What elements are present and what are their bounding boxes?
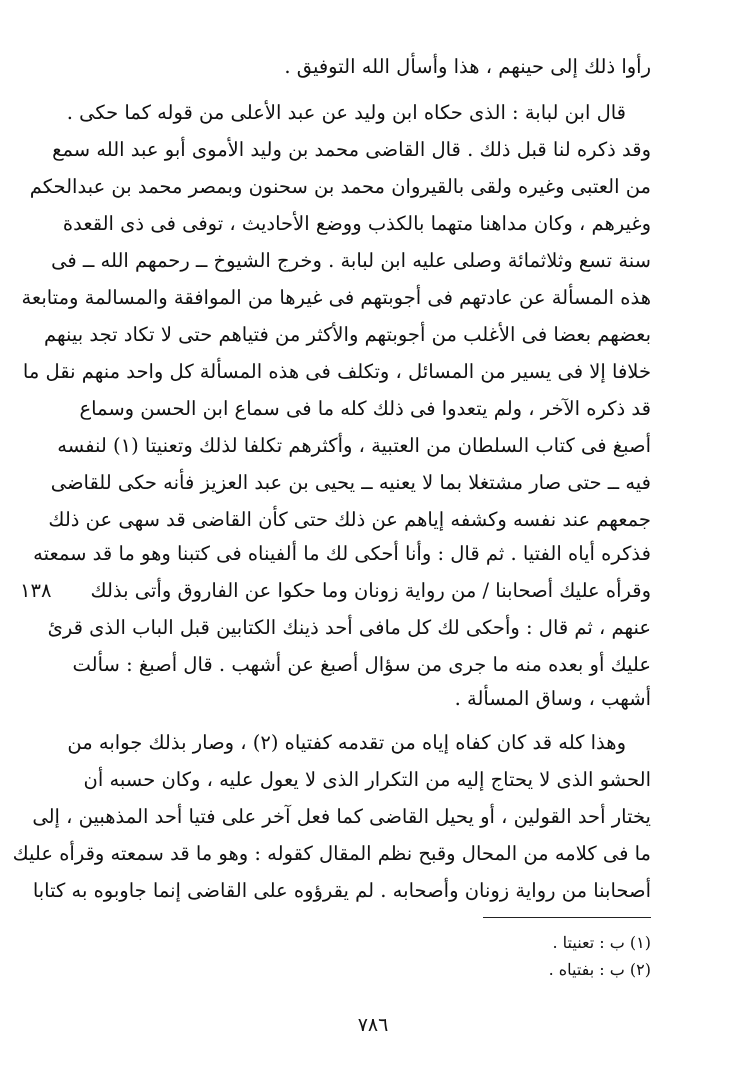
text-line: عنهم ، ثم قال : وأحكى لك كل مافى أحد ذينك الكتابين قبل الباب الذى قرئ	[47, 616, 651, 639]
text-line: عليك أو بعده منه ما جرى من سؤال أصبغ عن أشهب . قال أصبغ : سألت	[72, 653, 651, 676]
marginal-folio-number: ١٣٨	[20, 579, 52, 602]
text-line: سنة تسع وثلاثمائة وصلى عليه ابن لبابة . وخرج الشيوخ ــ رحمهم الله ــ فى	[51, 249, 651, 272]
text-line: قال ابن لبابة : الذى حكاه ابن وليد عن عبد الأعلى من قوله كما حكى .	[66, 101, 626, 124]
text-line: خلافا إلا فى يسير من المسائل ، وتكلف فى هذه المسألة كل واحد منهم نقل ما	[22, 360, 651, 383]
text-line: فيه ــ حتى صار مشتغلا بما لا يعنيه ــ يحيى بن عبد العزيز فأنه حكى للقاضى	[50, 471, 651, 494]
text-line: فذكره أياه الفتيا . ثم قال : وأنا أحكى لك ما ألفيناه فى كتبنا وهو ما قد سمعته	[33, 542, 651, 565]
text-line: وغيرهم ، وكان مداهنا متهما بالكذب ووضع الأحاديث ، توفى فى ذى القعدة	[62, 212, 651, 235]
text-line: وقد ذكره لنا قبل ذلك . قال القاضى محمد بن وليد الأموى أبو عبد الله سمع	[52, 138, 651, 161]
text-line: أشهب ، وساق المسألة .	[454, 687, 651, 710]
text-line: من العتبى وغيره ولقى بالقيروان محمد بن سحنون وبمصر محمد بن عبدالحكم	[29, 175, 651, 198]
text-line: بعضهم بعضا فى الأغلب من أجوبتهم والأكثر من فتياهم حتى لا تكاد تجد بينهم	[43, 323, 651, 346]
text-line: أصحابنا من رواية زونان وأصحابه . لم يقرؤوه على القاضى إنما جاوبوه به كتابا	[32, 879, 651, 902]
text-line: وهذا كله قد كان كفاه إياه من تقدمه كفتياه (٢) ، وصار بذلك جوابه من	[67, 731, 626, 754]
footnote: (١) ب : تعنيتا .	[552, 933, 651, 952]
text-line: وقرأه عليك أصحابنا / من رواية زونان وما حكوا عن الفاروق وأتى بذلك	[90, 579, 651, 602]
text-line: الحشو الذى لا يحتاج إليه من التكرار الذى لا يعول عليه ، وكان حسبه أن	[83, 768, 651, 791]
text-line: جمعهم عند نفسه وكشفه إياهم عن ذلك حتى كأن القاضى قد سهى عن ذلك	[48, 508, 651, 531]
text-line: يختار أحد القولين ، أو يحيل القاضى كما فعل آخر على فتيا أحد المذهبين ، إلى	[32, 805, 651, 828]
footnote-divider	[483, 917, 651, 918]
text-line: ما فى كلامه من المحال وقبح نظم المقال كقوله : وهو ما قد سمعته وقرأه عليك	[12, 842, 651, 865]
text-line: قد ذكره الآخر ، ولم يتعدوا فى ذلك كله ما فى سماع ابن الحسن وسماع	[79, 397, 651, 420]
footnote: (٢) ب : بفتياه .	[548, 960, 651, 979]
text-line: أصبغ فى كتاب السلطان من العتبية ، وأكثرهم تكلفا لذلك وتعنيتا (١) لنفسه	[57, 434, 651, 457]
text-line: هذه المسألة عن عادتهم فى أجوبتهم فى غيرها من الموافقة والمسالمة ومتابعة	[21, 286, 651, 309]
text-line: رأوا ذلك إلى حينهم ، هذا وأسأل الله التوفيق .	[284, 55, 651, 78]
page-number: ٧٨٦	[357, 1014, 389, 1036]
